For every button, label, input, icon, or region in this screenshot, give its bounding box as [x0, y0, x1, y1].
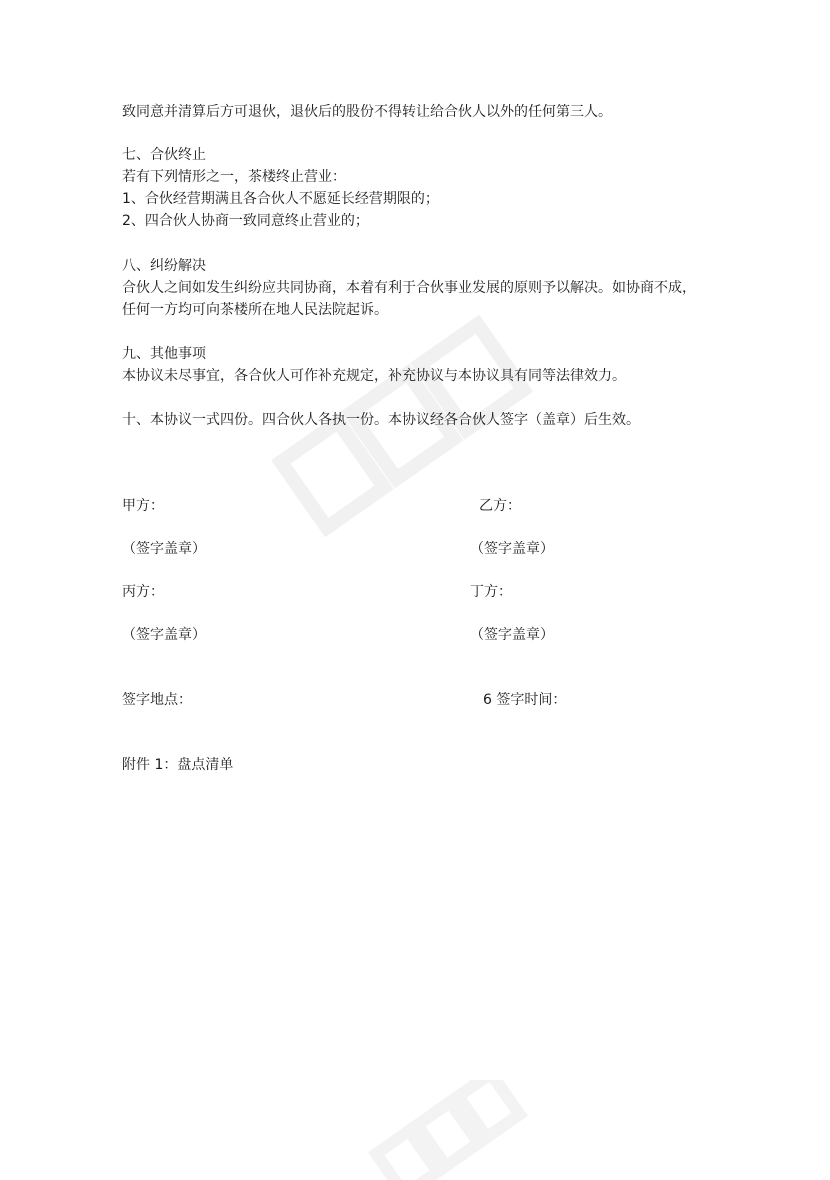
section-7-heading: 七、合伙终止 — [122, 147, 206, 163]
party-b-seal: （签字盖章） — [470, 541, 554, 557]
section-8-text-line-2: 任何一方均可向茶楼所在地人民法院起诉。 — [122, 302, 388, 318]
party-c-label: 丙方： — [122, 584, 164, 600]
watermark-logo-bottom — [360, 1080, 530, 1180]
section-7-item-1: 1、合伙经营期满且各合伙人不愿延长经营期限的； — [122, 191, 439, 207]
clause-6-continuation: 致同意并清算后方可退伙，退伙后的股份不得转让给合伙人以外的任何第三人。 — [122, 104, 612, 120]
section-9-text: 本协议未尽事宜，各合伙人可作补充规定，补充协议与本协议具有同等法律效力。 — [122, 368, 626, 384]
section-8-heading: 八、纠纷解决 — [122, 258, 206, 274]
attachment-label: 附件 1：盘点清单 — [122, 757, 234, 773]
section-7-intro: 若有下列情形之一，茶楼终止营业： — [122, 169, 346, 185]
party-c-seal: （签字盖章） — [122, 627, 206, 643]
section-7-item-2: 2、四合伙人协商一致同意终止营业的； — [122, 213, 369, 229]
section-10-text: 十、本协议一式四份。四合伙人各执一份。本协议经各合伙人签字（盖章）后生效。 — [122, 412, 640, 428]
section-9-heading: 九、其他事项 — [122, 346, 206, 362]
sign-time-label: 6 签字时间： — [483, 692, 567, 708]
sign-place-label: 签字地点： — [122, 692, 192, 708]
party-d-seal: （签字盖章） — [470, 627, 554, 643]
party-a-seal: （签字盖章） — [122, 541, 206, 557]
party-a-label: 甲方： — [122, 498, 164, 514]
section-8-text-line-1: 合伙人之间如发生纠纷应共同协商，本着有利于合伙事业发展的原则予以解决。如协商不成， — [122, 280, 696, 296]
party-b-label: 乙方： — [479, 498, 521, 514]
party-d-label: 丁方： — [470, 584, 512, 600]
